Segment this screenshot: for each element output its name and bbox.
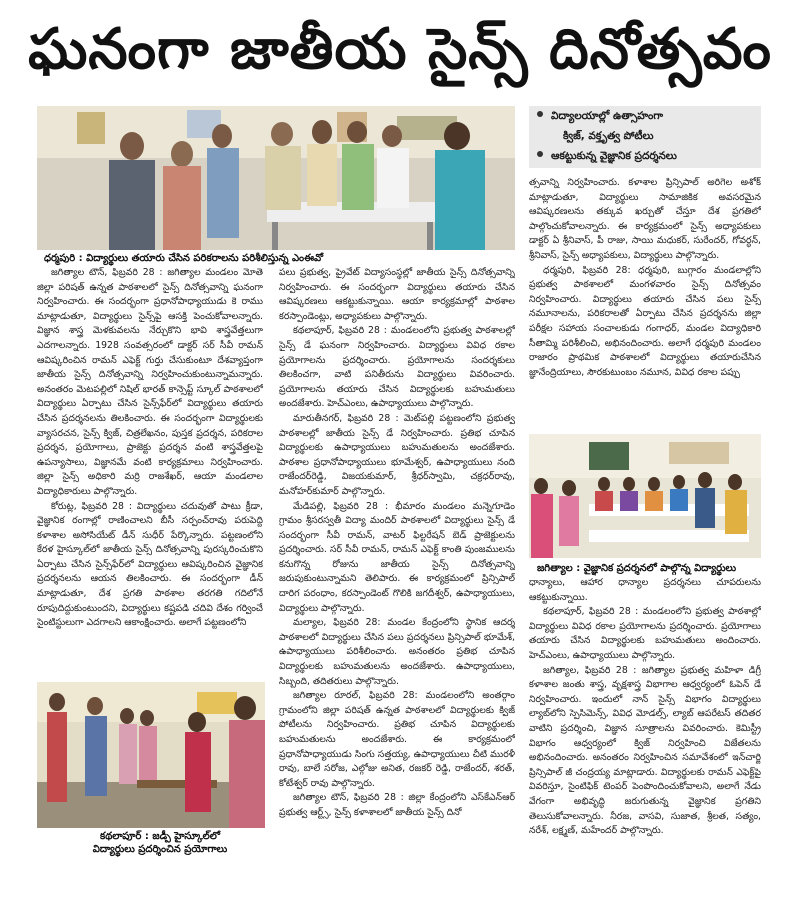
- article-paragraph: కథలాపూర్, ఫిబ్రవరి 28 : మండలంలోని ప్రభుత్వ పాఠశాలల్లో సైన్స్ డే ఘనంగా నిర్వహించారు. విద్యార్థులు వివిధ రకాల ప్రయోగాలను ప్రదర్శించారు. ప్రయోగాలను సందర్శకులు తిలకించగా, వాటి పనితీరును విద్యార్థులు వివరించారు. ప్రయోగాలను తయారు చేసిన విద్యార్థులకు బహుమతులు అందజేశారు. హెచ్‌ఎంలు, ఉపాధ్యాయులు పాల్గొన్నారు.: [279, 325, 515, 410]
- article-column-3-bottom: [529, 576, 761, 866]
- bullet-icon: [537, 151, 543, 157]
- photo-students-experiments-kathalapur: [37, 682, 265, 828]
- headline: ఘనంగా జాతీయ సైన్స్ దినోత్సవం: [28, 17, 772, 82]
- article-paragraph: ధాన్యాలు, ఆహార ధాన్యాల ప్రదర్శనలు చూపరులను ఆకట్టుకున్నాయి.: [529, 577, 761, 603]
- article-paragraph: ధర్మపురి, ఫిబ్రవరి 28: ధర్మపురి, బుగ్గారం మండలాల్లోని ప్రభుత్వ పాఠశాలలో మంగళవారం సైన్స్ దినోత్సవం నిర్వహించారు. విద్యార్థులు తయారు చేసిన పలు సైన్స్ నమూనాలను, పరికరాలతో ఏర్పాటు చేసిన ప్రదర్శనను జిల్లా పరీక్షల సహాయ సంచాలకుడు గంగాధర్, మండల విద్యాధికారి సీతామ్మి పరిశీలించి, అభినందించారు. అలాగే ధర్మపురి మండలం రాజారం ప్రాథమిక పాఠశాలలో విద్యార్థులు తయారుచేసిన జ్ఞానేంద్రియాలు, సౌరకుటుంబం నమూన, వివిధ రకాల పప్పు: [529, 264, 761, 378]
- photo-science-exhibit-dharmapuri: [37, 106, 515, 250]
- article-column-1: [37, 266, 263, 680]
- highlight-item: ఆకట్టుకున్న వైజ్ఞానిక ప్రదర్శనలు: [529, 146, 761, 166]
- photo-caption-bottom: కథలాపూర్ : జడ్పీ హైస్కూల్‌లో విద్యార్థులు ప్రదర్శించిన ప్రయోగాలు: [92, 831, 228, 855]
- photo-caption-top: ధర్మపురి : విద్యార్థులు తయారు చేసిన పరికరాలను పరిశీలిస్తున్న ఎంఈవో: [44, 253, 324, 264]
- article-paragraph: జగిత్యాల టౌన్, ఫిబ్రవరి 28 : జగిత్యాల మండలం మోతె జిల్లా పరిషత్ ఉన్నత పాఠశాలలో సైన్స్ దినోత్సవాన్ని ఘనంగా నిర్వహించారు. ఈ సందర్భంగా ప్రధానోపాధ్యాయుడు కె రాము మాట్లాడుతూ, విద్యార్థులు సైన్స్‌పై ఆసక్తి పెంచుకోవాలన్నారు. విజ్ఞాన శాస్త్ర మెళకువలను నేర్చుకొని భావి శాస్త్రవేత్తలుగా ఎదగాలన్నారు. 1928 సంవత్సరంలో డాక్టర్ సర్ సీవీ రామన్ ఆవిష్కరించిన రామన్ ఎఫెక్ట్ గుర్తు చేసుకుంటూ దేశవ్యాప్తంగా జాతీయ సైన్స్ దినోత్సవాన్ని నిర్వహించుకుంటున్నామన్నారు. అనంతరం మెటపల్లిలో నిషిల్ భారత్ కాన్సెప్ట్ స్కూల్ పాఠశాలలో విద్యార్థులు ఏర్పాటు చేసిన సైన్స్‌ఫేర్‌లో విద్యార్థులు తయారు చేసిన ప్రదర్శనలను తిలకించారు. ఈ సందర్భంగా విద్యార్థులకు వ్యాసరచన, సైన్స్ క్విజ్, చిత్రలేఖనం, పుస్తక ప్రదర్శన, పరికరాల ప్రదర్శన, ప్రయోగాలు, ప్రాజెక్టు ప్రదర్శన వంటి శాస్త్రవేత్తలపై ఉపన్యాసాలు, విజ్ఞానమే వంటి కార్యక్రమాలు నిర్వహించారు. జిల్లా సైన్స్ అధికారి మర్రి రాజశేఖర్, ఆయా మండలాల విద్యాధికారులు పాల్గొన్నారు.: [37, 267, 263, 497]
- article-paragraph: జగిత్యాల రూరల్, ఫిబ్రవరి 28: మండలంలోని అంతర్గాం గ్రామంలోని జిల్లా పరిషత్ ఉన్నత పాఠశాలలో విద్యార్థులకు క్విజ్ పోటీలను నిర్వహించారు. ప్రతిభ చూపిన విద్యార్థులకు బహుమతులను అందజేశారు. ఈ కార్యక్రమంలో ప్రధానోపాధ్యాయుడు సింగు సత్తయ్య, ఉపాధ్యాయులు చీటి మురళీ రావు, బాలే సరోజ, ఎల్గోజు అనిత, రజకర్ రెడ్డి, రాజేందర్, శరత్, కోటేశ్వర్ రావు పాల్గొన్నారు.: [279, 690, 515, 789]
- article-paragraph: త్సవాన్ని నిర్వహించారు. కళాశాల ప్రిన్సిపాల్ అరిగెల అశోక్ మాట్లాడుతూ, విద్యార్థులు సామాజికిక అవసరమైన ఆవిష్కరణలను తక్కువ ఖర్చుతో చేస్తూ దేశ ప్రగతిలో పాల్గొంచుకోవాలన్నారు. ఈ కార్యక్రమంలో సైన్స్ అధ్యాపకులు డాక్టర్ ఏ శ్రీనివాస్, పీ రాజు, సాయి మధుకర్, సురేందర్, గోవర్ధన్, శ్రీనివాస్, సైన్స్ అధ్యాపకులు, విద్యార్థులు పాల్గొన్నారు.: [529, 177, 761, 261]
- article-paragraph: మారుతీనగర్, ఫిబ్రవరి 28 : మెట్‌పల్లి పట్టణంలోని ప్రభుత్వ పాఠశాలల్లో జాతీయ సైన్స్ డే నిర్వహించారు. ప్రతిభ చూపిన విద్యార్థులకు ఉపాధ్యాయులు బహుమతులను అందజేశారు. పాఠశాల ప్రధానోపాధ్యాయులు భూమేశ్వర్, ఉపాధ్యాయులు నంది రాజేందర్‌రెడ్డి, విజయకుమార్, శ్రీధర్‌స్వామి, చక్రధర్‌రావు, మనోహర్‌కుమార్ పాల్గొన్నారు.: [279, 412, 515, 497]
- article-column-2: [279, 266, 515, 866]
- article-paragraph: పలు ప్రభుత్వ, ప్రైవేట్ విద్యాసంస్థల్లో జాతీయ సైన్స్ దినోత్సవాన్ని నిర్వహించారు. ఈ సందర్భంగా విద్యార్థులు తయారు చేసిన ఆవిష్కరణలు ఆకట్టుకున్నాయి. ఆయా కార్యక్రమాల్లో పాఠశాల కరస్పాండెంట్లు, అధ్యాపకులు పాల్గొన్నారు.: [279, 267, 515, 322]
- bullet-icon: [537, 111, 543, 117]
- article-paragraph: జగిత్యాల టౌన్, ఫిబ్రవరి 28 : జిల్లా కేంద్రంలోని ఎస్‌కేఎన్‌ఆర్ ప్రభుత్వ ఆర్ట్స్, సైన్స్ కళాశాలలో జాతీయ సైన్స్ దినో: [279, 792, 515, 818]
- article-paragraph: జగిత్యాల, ఫిబ్రవరి 28 : జగిత్యాల ప్రభుత్వ మహిళా డిగ్రీ కళాశాల జంతు శాస్త్ర, వృక్షశాస్త్ర విభాగాల ఆధ్వర్యంలో ఓపెన్ డే నిర్వహించారు. ఇందులో నాన్ సైన్స్ విభాగం విద్యార్థులు ల్యాబ్‌లోని స్పెసిమెన్స్, వివిధ మోడల్స్, ల్యాబ్ ఆపరేటస్ తదితర వాటిని ప్రదర్శించి, విజ్ఞాన సూత్రాలను వివరించారు. కెమిస్ట్రీ విభాగం ఆధ్వర్యంలో క్విజ్ నిర్వహించి విజేతలను అభినందించారు. అనంతరం నిర్వహించిన సమావేశంలో ఇన్‌చార్జి ప్రిన్సిపాల్ జీ చంద్రయ్య మాట్లాడారు. విద్యార్థులకు రామన్ ఎఫెక్ట్‌పై వివరిస్తూ, సైంటిఫిక్ టెంపర్ పెంపొందించుకోవాలని, అలాగే నేడు వేగంగా అభివృద్ధి జరుగుతున్న వైజ్ఞానిక ప్రగతిని తెలుసుకోవాలన్నారు. నీరజ, వాసవి, సుజాత, శ్రీలత, సత్యం, నరేశ్, లక్ష్మణ్, మహేందర్ పాల్గొన్నారు.: [529, 664, 761, 837]
- highlight-item: క్విజ్, వక్తృత్వ పోటీలు: [563, 130, 654, 142]
- article-paragraph: మేడిపల్లి, ఫిబ్రవరి 28 : భీమారం మండలం మన్నెగూడెం గ్రామం శ్రీసరస్వతీ విద్యా మందిర్ పాఠశాలలో విద్యార్థులు సైన్స్ డే సందర్భంగా సీవీ రామన్, వాటర్ ఫిల్టరేషన్ బెడ్ ప్రాజెక్టులను ప్రదర్శించారు. సర్ సీవీ రామన్, రామన్ ఎఫెక్ట్ కాంతి పుంజములను కనుగొన్న రోజును జాతీయ సైన్స్ దినోత్సవాన్ని జరుపుకుంటున్నామని తెలిపారు. ఈ కార్యక్రమంలో ప్రిన్సిపాల్ దారిగ పరంధాం, కరస్పాండెంట్ గొలికి జగదీశ్వర్, ఉపాధ్యాయులు, విద్యార్థులు పాల్గొన్నారు.: [279, 500, 515, 614]
- article-paragraph: మల్యాల, ఫిబ్రవరి 28: మండల కేంద్రంలోని స్థానిక ఆదర్శ పాఠశాలలో విద్యార్థులు చేసిన పలు ప్రదర్శనలు ప్రిన్సిపాల్ భూమేశ్, ఉపాధ్యాయులు పరిశీలించారు. అనంతరం ప్రతిభ చూపిన విద్యార్థులకు బహుమతులను అందజేశారు. ఉపాధ్యాయులు, సిబ్బంది, తదితరులు పాల్గొన్నారు.: [279, 617, 515, 687]
- article-column-3-top: [529, 176, 761, 430]
- highlights-box: [529, 106, 761, 168]
- article-paragraph: కోరుట్ల, ఫిబ్రవరి 28 : విద్యార్థులు చదువుతో పాటు క్రీడా, వైజ్ఞానిక రంగాల్లో రాణించాలని బీసీ సర్పంచ్‌రావు పరుపెద్ది కళాశాల అసోసియేట్ డీన్ సుధీర్ పేర్కొన్నారు. పట్టణంలోని కేరళ హైస్కూల్‌లో జాతీయ సైన్స్ దినోత్సవాన్ని పురస్కరించుకొని ఏర్పాటు చేసిన సైన్స్‌ఫేర్‌లో విద్యార్థులు ఆవిష్కరించిన వైజ్ఞానిక ప్రదర్శనలను ఆయన తిలకించారు. ఈ సందర్భంగా డీన్ మాట్లాడుతూ, దేశ ప్రగతి పాఠశాల తరగతి గదిలోనే రూపుదిద్దుకుంటుందని, విద్యార్థులు కష్టపడి చదివి దేశం గర్వించే సైంటిస్టులుగా ఎదగాలని ఆకాంక్షించారు. అలాగే పట్టణంలోని: [37, 500, 263, 629]
- photo-science-exhibition-jagtial: [529, 434, 761, 558]
- article-paragraph: కథలాపూర్, ఫిబ్రవరి 28 : మండలంలోని ప్రభుత్వ పాఠశాల్లో విద్యార్థులు వివిధ రకాల ప్రయోగాలను ప్రదర్శించారు. ప్రయోగాలు తయారు చేసిన విద్యార్థులకు బహుమతులు అందించారు. హెచ్‌ఎంలు, ఉపాధ్యాయులు పాల్గొన్నారు.: [529, 606, 761, 661]
- photo-caption-right: జగిత్యాల : వైజ్ఞానిక ప్రదర్శనలో పాల్గొన్న విద్యార్థులు: [537, 563, 737, 574]
- highlight-item: విద్యాలయాల్లో ఉత్సాహంగా: [529, 106, 761, 126]
